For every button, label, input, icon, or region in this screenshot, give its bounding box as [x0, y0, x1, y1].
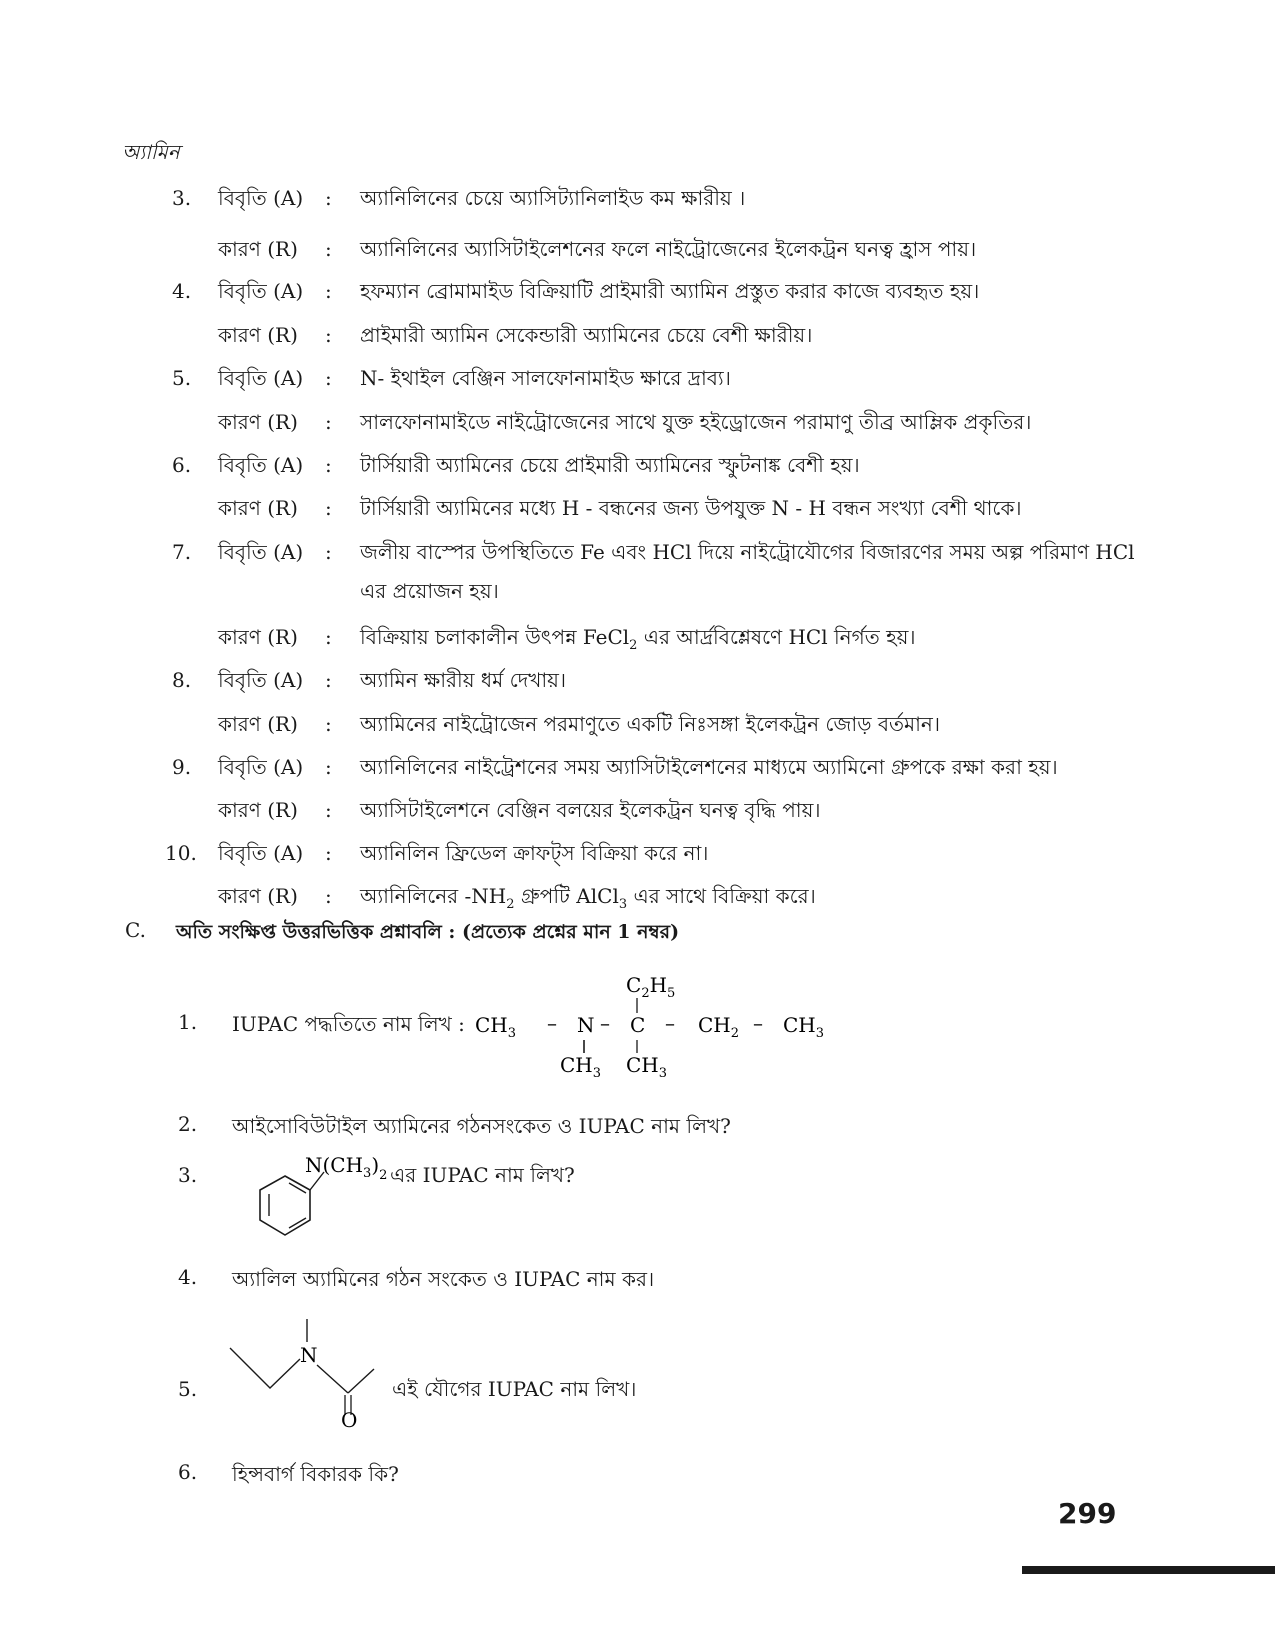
statement-text: অ্যামিন ক্ষারীয় ধর্ম দেখায়।: [360, 668, 567, 692]
statement-label: বিবৃতি (A): [218, 540, 304, 564]
reason-text-part: এর আর্দ্রবিশ্লেষণে HCl নির্গত হয়।: [637, 625, 916, 649]
reason-text: অ্যাসিটাইলেশনে বেঞ্জিন বলয়ের ইলেকট্রন ঘনত্ব বৃদ্ধি পায়।: [360, 798, 821, 822]
colon: :: [325, 841, 332, 865]
statement-label: বিবৃতি (A): [218, 279, 304, 303]
colon: :: [325, 712, 332, 736]
double-bond-line: [289, 1183, 306, 1193]
question-number: 5.: [178, 1377, 198, 1401]
question-text: এই যৌগের IUPAC নাম লিখ।: [392, 1377, 637, 1401]
reason-label: কারণ (R): [218, 712, 298, 736]
question-text: অ্যালিল অ্যামিনের গঠন সংকেত ও IUPAC নাম কর।: [232, 1267, 655, 1291]
colon: :: [325, 755, 332, 779]
methyl-group-label: $CH_3$: [783, 1013, 825, 1041]
colon: :: [325, 279, 332, 303]
reason-label: কারণ (R): [218, 798, 298, 822]
statement-text: জলীয় বাস্পের উপস্থিতিতে Fe এবং HCl দিয়ে নাইট্রোযৌগের বিজারণের সময় অল্প পরিমাণ HCl: [360, 540, 1135, 564]
reason-label: কারণ (R): [218, 496, 298, 520]
reason-text: অ্যামিনের নাইট্রোজেন পরমাণুতে একটি নিঃসঙ্গা ইলেকট্রন জোড় বর্তমান।: [360, 712, 941, 736]
reason-text-part: বিক্রিয়ায় চলাকালীন উৎপন্ন FeCl: [360, 625, 630, 649]
bond-dash: –: [547, 1011, 557, 1035]
bond-line: [348, 1369, 374, 1393]
item-number: 8.: [172, 668, 192, 692]
reason-text: অ্যানিলিনের অ্যাসিটাইলেশনের ফলে নাইট্রোজেনের ইলেকট্রন ঘনত্ব হ্রাস পায়।: [360, 237, 977, 261]
nitrogen-atom-label: N: [577, 1013, 595, 1037]
statement-label: বিবৃতি (A): [218, 366, 304, 390]
bond-dash: –: [753, 1011, 763, 1035]
reason-text: [360, 622, 916, 661]
question-text: IUPAC পদ্ধতিতে নাম লিখ :: [232, 1012, 465, 1036]
reason-row: [0, 795, 1275, 837]
bond-line: [317, 1365, 348, 1393]
ethyl-group-label: $C_2H_5$: [626, 973, 676, 1001]
methylene-group-label: $CH_2$: [698, 1013, 740, 1041]
question-number: 2.: [178, 1112, 198, 1136]
statement-row: [0, 183, 1275, 225]
reason-label: কারণ (R): [218, 884, 298, 908]
structural-formula-diagram: [460, 960, 840, 1085]
benzene-ring-diagram: [225, 1150, 405, 1260]
section-letter: C.: [125, 918, 146, 942]
item-number: 4.: [172, 279, 192, 303]
reason-row: [0, 881, 1275, 923]
running-header: অ্যামিন: [122, 140, 180, 164]
item-number: 6.: [172, 453, 192, 477]
statement-continuation-row: [0, 576, 1275, 618]
subscript: 3: [618, 897, 628, 912]
oxygen-atom-label: O: [341, 1408, 358, 1430]
statement-label: বিবৃতি (A): [218, 453, 304, 477]
reason-label: কারণ (R): [218, 625, 298, 649]
statement-row: [0, 537, 1275, 579]
amide-skeletal-diagram: [225, 1315, 385, 1430]
reason-row: [0, 622, 1275, 664]
question-number: 6.: [178, 1460, 198, 1484]
item-number: 7.: [172, 540, 192, 564]
subscript: 2: [506, 897, 515, 912]
statement-label: বিবৃতি (A): [218, 841, 304, 865]
colon: :: [325, 540, 332, 564]
nitrogen-atom-label: N: [300, 1343, 318, 1367]
colon: :: [325, 323, 332, 347]
question-number: 1.: [178, 1010, 198, 1034]
statement-row: [0, 752, 1275, 794]
colon: :: [325, 366, 332, 390]
reason-row: [0, 709, 1275, 751]
item-number: 5.: [172, 366, 192, 390]
footer-rule: [1022, 1566, 1275, 1574]
statement-label: বিবৃতি (A): [218, 668, 304, 692]
statement-text: অ্যানিলিনের নাইট্রেশনের সময় অ্যাসিটাইলেশনের মাধ্যমে অ্যামিনো গ্রুপকে রক্ষা করা হয়।: [360, 755, 1058, 779]
item-number: 10.: [165, 841, 197, 865]
statement-text: টার্সিয়ারী অ্যামিনের চেয়ে প্রাইমারী অ্যামিনের স্ফুটনাঙ্ক বেশী হয়।: [360, 453, 860, 477]
reason-row: [0, 234, 1275, 276]
colon: :: [325, 798, 332, 822]
reason-text: টার্সিয়ারী অ্যামিনের মধ্যে H - বন্ধনের জন্য উপযুক্ত N - H বন্ধন সংখ্যা বেশী থাকে।: [360, 496, 1022, 520]
bond-dash: –: [600, 1011, 610, 1035]
question-text: আইসোবিউটাইল অ্যামিনের গঠনসংকেত ও IUPAC নাম লিখ?: [232, 1114, 731, 1138]
reason-text: [360, 881, 816, 920]
statement-text: N- ইথাইল বেঞ্জিন সালফোনামাইড ক্ষারে দ্রাব্য।: [360, 366, 731, 390]
reason-text: প্রাইমারী অ্যামিন সেকেন্ডারী অ্যামিনের চেয়ে বেশী ক্ষারীয়।: [360, 323, 813, 347]
item-number: 3.: [172, 186, 192, 210]
benzene-ring: [260, 1176, 310, 1235]
question-number: 4.: [178, 1265, 198, 1289]
colon: :: [325, 496, 332, 520]
reason-text-part: এর সাথে বিক্রিয়া করে।: [627, 884, 816, 908]
reason-label: কারণ (R): [218, 237, 298, 261]
methyl-group-label: $CH_3$: [626, 1053, 668, 1081]
statement-label: বিবৃতি (A): [218, 755, 304, 779]
dimethylamino-group-label: $N(CH_3)_2$: [305, 1153, 388, 1183]
statement-row: [0, 838, 1275, 880]
subscript: 2: [629, 638, 638, 653]
reason-row: [0, 493, 1275, 535]
section-title: অতি সংক্ষিপ্ত উত্তরভিত্তিক প্রশ্নাবলি : (প্রত্যেক প্রশ্নের মান 1 নম্বর): [176, 921, 680, 943]
statement-row: [0, 450, 1275, 492]
statement-row: [0, 363, 1275, 405]
reason-text-part: গ্রুপটি AlCl: [514, 884, 619, 908]
item-number: 9.: [172, 755, 192, 779]
colon: :: [325, 668, 332, 692]
colon: :: [325, 186, 332, 210]
reason-row: [0, 407, 1275, 449]
carbon-atom-label: C: [630, 1013, 646, 1037]
statement-label: বিবৃতি (A): [218, 186, 304, 210]
colon: :: [325, 237, 332, 261]
methyl-group-label: $CH_3$: [475, 1013, 517, 1041]
statement-text: হফম্যান ব্রোমামাইড বিক্রিয়াটি প্রাইমারী অ্যামিন প্রস্তুত করার কাজে ব্যবহৃত হয়।: [360, 279, 980, 303]
question-text: এর IUPAC নাম লিখ?: [390, 1163, 575, 1187]
reason-row: [0, 320, 1275, 362]
statement-text: অ্যানিলিন ফ্রিডেল ক্রাফট্স বিক্রিয়া করে না।: [360, 841, 709, 865]
reason-text: সালফোনামাইডে নাইট্রোজেনের সাথে যুক্ত হইড্রোজেন পরামাণু তীব্র আম্লিক প্রকৃতির।: [360, 410, 1032, 434]
statement-row: [0, 276, 1275, 318]
page-number: 299: [1058, 1497, 1117, 1530]
colon: :: [325, 884, 332, 908]
bond-dash: –: [665, 1011, 675, 1035]
statement-text-continued: এর প্রয়োজন হয়।: [360, 579, 499, 603]
reason-label: কারণ (R): [218, 410, 298, 434]
reason-text-part: অ্যানিলিনের -NH: [360, 884, 507, 908]
statement-text: অ্যানিলিনের চেয়ে অ্যাসিট্যানিলাইড কম ক্ষারীয় ।: [360, 186, 746, 210]
colon: :: [325, 453, 332, 477]
ethyl-chain-bonds: [230, 1348, 300, 1388]
colon: :: [325, 410, 332, 434]
colon: :: [325, 625, 332, 649]
question-number: 3.: [178, 1163, 198, 1187]
question-text: হিন্সবার্গ বিকারক কি?: [232, 1462, 399, 1486]
reason-label: কারণ (R): [218, 323, 298, 347]
statement-row: [0, 665, 1275, 707]
methyl-group-label: $CH_3$: [560, 1053, 602, 1081]
